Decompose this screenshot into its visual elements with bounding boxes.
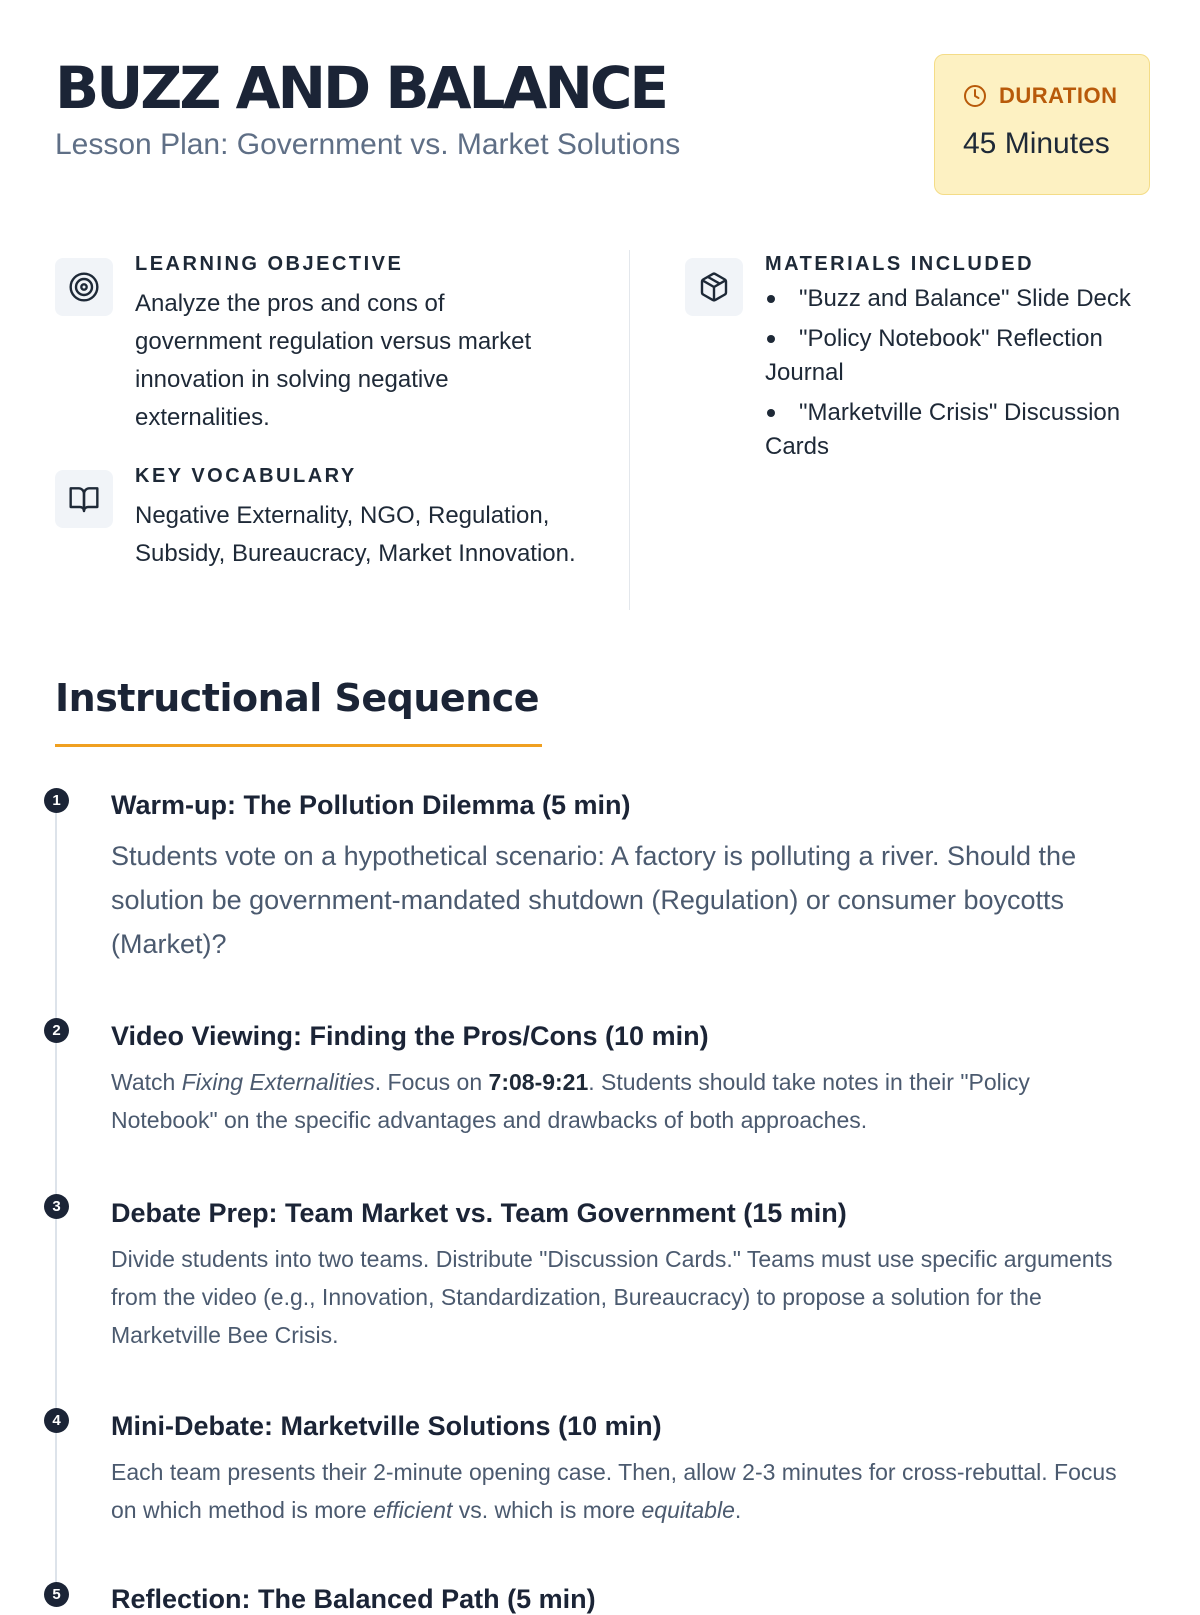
materials-label: MATERIALS INCLUDED bbox=[765, 253, 1035, 275]
step-description: Students vote on a hypothetical scenario: A factory is polluting a river. Should the solution be government-mandated shutdown (Regulation) or consumer boycotts (Market)? bbox=[111, 841, 1077, 959]
step-number-badge: 5 bbox=[44, 1582, 69, 1607]
vocabulary-label: KEY VOCABULARY bbox=[135, 465, 357, 487]
duration-label: DURATION bbox=[999, 83, 1118, 108]
duration-value: 45 Minutes bbox=[963, 127, 1110, 160]
package-icon bbox=[698, 271, 730, 303]
list-item: "Buzz and Balance" Slide Deck bbox=[765, 282, 1160, 316]
step-description: Divide students into two teams. Distribute "Discussion Cards." Teams must use specific arguments from the video (e.g., Innovation, Standardization, Bureaucracy) to propose a solution for the Marketville Bee Crisis. bbox=[111, 1246, 1113, 1348]
step-title: Mini-Debate: Marketville Solutions (10 min) bbox=[111, 1411, 662, 1441]
clock-icon bbox=[963, 84, 987, 108]
page-subtitle: Lesson Plan: Government vs. Market Solutions bbox=[55, 128, 681, 161]
list-item: "Marketville Crisis" Discussion Cards bbox=[765, 396, 1160, 464]
column-divider bbox=[629, 250, 630, 610]
step-number-badge: 3 bbox=[44, 1194, 69, 1219]
step-title: Video Viewing: Finding the Pros/Cons (10 min) bbox=[111, 1021, 709, 1051]
video-timestamp: 7:08-9:21 bbox=[488, 1069, 589, 1095]
target-icon bbox=[68, 271, 100, 303]
step-number-badge: 2 bbox=[44, 1018, 69, 1043]
section-underline bbox=[55, 744, 542, 747]
step-number-badge: 4 bbox=[44, 1408, 69, 1433]
duration-card bbox=[934, 54, 1150, 195]
objective-icon-box bbox=[55, 258, 113, 316]
vocabulary-text: Negative Externality, NGO, Regulation, Subsidy, Bureaucracy, Market Innovation. bbox=[135, 502, 576, 567]
step-title: Warm-up: The Pollution Dilemma (5 min) bbox=[111, 790, 631, 820]
list-item: "Policy Notebook" Reflection Journal bbox=[765, 322, 1160, 390]
step-title: Debate Prep: Team Market vs. Team Government (15 min) bbox=[111, 1198, 847, 1228]
objective-text: Analyze the pros and cons of government regulation versus market innovation in solving negative externalities. bbox=[135, 290, 532, 431]
book-icon bbox=[68, 483, 100, 515]
video-title: Fixing Externalities bbox=[181, 1069, 375, 1095]
objective-label: LEARNING OBJECTIVE bbox=[135, 253, 404, 275]
step-title: Reflection: The Balanced Path (5 min) bbox=[111, 1584, 596, 1614]
step-description: Watch Fixing Externalities. Focus on 7:08-9:21. Students should take notes in their "Policy Notebook" on the specific advantages and drawbacks of both approaches. bbox=[111, 1069, 1030, 1133]
step-number-badge: 1 bbox=[44, 788, 69, 813]
vocabulary-icon-box bbox=[55, 470, 113, 528]
materials-list bbox=[765, 282, 1160, 470]
step-description: Each team presents their 2-minute opening case. Then, allow 2-3 minutes for cross-rebuttal. Focus on which method is more efficient vs. which is more equitable. bbox=[111, 1459, 1117, 1523]
page-title: BUZZ AND BALANCE bbox=[55, 54, 667, 122]
materials-icon-box bbox=[685, 258, 743, 316]
duration-label-row bbox=[963, 83, 1117, 109]
section-title: Instructional Sequence bbox=[55, 676, 540, 720]
